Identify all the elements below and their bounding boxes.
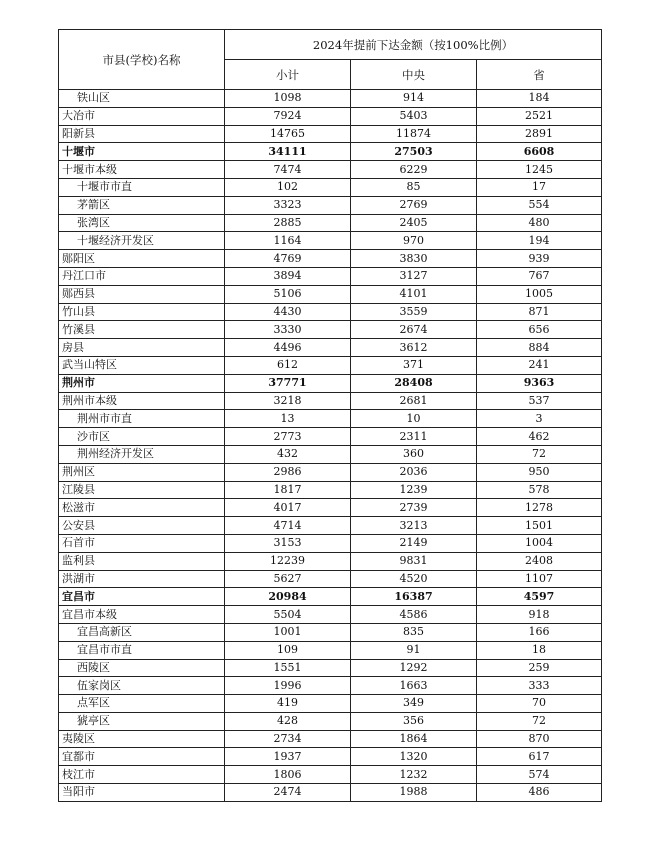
central-cell: 2769 bbox=[351, 196, 477, 214]
region-name-cell: 宜昌市本级 bbox=[59, 606, 225, 624]
subtotal-cell: 4714 bbox=[225, 517, 351, 535]
table-row bbox=[59, 463, 602, 481]
subtotal-cell: 37771 bbox=[225, 374, 351, 392]
central-cell: 2681 bbox=[351, 392, 477, 410]
table-row bbox=[59, 143, 602, 161]
province-cell: 480 bbox=[477, 214, 602, 232]
region-name-cell: 宜昌市 bbox=[59, 588, 225, 606]
subtotal-cell: 109 bbox=[225, 641, 351, 659]
region-name-cell: 宜昌高新区 bbox=[59, 623, 225, 641]
central-cell: 16387 bbox=[351, 588, 477, 606]
central-cell: 1320 bbox=[351, 748, 477, 766]
subtotal-cell: 4496 bbox=[225, 339, 351, 357]
province-cell: 9363 bbox=[477, 374, 602, 392]
province-cell: 6608 bbox=[477, 143, 602, 161]
table-row bbox=[59, 659, 602, 677]
region-name-cell: 大冶市 bbox=[59, 107, 225, 125]
subtotal-cell: 13 bbox=[225, 410, 351, 428]
province-cell: 184 bbox=[477, 90, 602, 108]
table-row bbox=[59, 695, 602, 713]
subtotal-cell: 1164 bbox=[225, 232, 351, 250]
subtotal-cell: 3330 bbox=[225, 321, 351, 339]
central-cell: 6229 bbox=[351, 161, 477, 179]
central-cell: 2674 bbox=[351, 321, 477, 339]
central-cell: 1239 bbox=[351, 481, 477, 499]
region-name-cell: 郧西县 bbox=[59, 285, 225, 303]
subtotal-cell: 2773 bbox=[225, 428, 351, 446]
region-name-cell: 十堰市 bbox=[59, 143, 225, 161]
central-cell: 2311 bbox=[351, 428, 477, 446]
region-name-cell: 张湾区 bbox=[59, 214, 225, 232]
province-cell: 166 bbox=[477, 623, 602, 641]
table-row bbox=[59, 445, 602, 463]
subtotal-cell: 612 bbox=[225, 356, 351, 374]
table-row bbox=[59, 90, 602, 108]
province-cell: 462 bbox=[477, 428, 602, 446]
central-cell: 360 bbox=[351, 445, 477, 463]
subtotal-cell: 5106 bbox=[225, 285, 351, 303]
central-cell: 4586 bbox=[351, 606, 477, 624]
province-cell: 333 bbox=[477, 677, 602, 695]
province-cell: 2521 bbox=[477, 107, 602, 125]
region-name-cell: 宜都市 bbox=[59, 748, 225, 766]
region-name-cell: 猇亭区 bbox=[59, 712, 225, 730]
province-cell: 18 bbox=[477, 641, 602, 659]
subtotal-cell: 3218 bbox=[225, 392, 351, 410]
table-row bbox=[59, 196, 602, 214]
province-cell: 1005 bbox=[477, 285, 602, 303]
subtotal-cell: 1817 bbox=[225, 481, 351, 499]
region-name-cell: 阳新县 bbox=[59, 125, 225, 143]
province-cell: 259 bbox=[477, 659, 602, 677]
table-row bbox=[59, 481, 602, 499]
table-row bbox=[59, 232, 602, 250]
region-name-cell: 沙市区 bbox=[59, 428, 225, 446]
table-row bbox=[59, 107, 602, 125]
province-cell: 194 bbox=[477, 232, 602, 250]
central-column-header: 中央 bbox=[351, 60, 477, 90]
subtotal-cell: 1806 bbox=[225, 766, 351, 784]
allocation-table bbox=[58, 29, 602, 802]
province-cell: 1278 bbox=[477, 499, 602, 517]
province-cell: 574 bbox=[477, 766, 602, 784]
province-cell: 1501 bbox=[477, 517, 602, 535]
table-row bbox=[59, 712, 602, 730]
region-name-cell: 铁山区 bbox=[59, 90, 225, 108]
table-row bbox=[59, 677, 602, 695]
central-cell: 3612 bbox=[351, 339, 477, 357]
table-row bbox=[59, 250, 602, 268]
region-name-cell: 宜昌市市直 bbox=[59, 641, 225, 659]
table-row bbox=[59, 428, 602, 446]
central-cell: 356 bbox=[351, 712, 477, 730]
subtotal-column-header: 小计 bbox=[225, 60, 351, 90]
subtotal-cell: 2986 bbox=[225, 463, 351, 481]
table-row bbox=[59, 606, 602, 624]
subtotal-cell: 5504 bbox=[225, 606, 351, 624]
region-name-cell: 房县 bbox=[59, 339, 225, 357]
central-cell: 11874 bbox=[351, 125, 477, 143]
subtotal-cell: 428 bbox=[225, 712, 351, 730]
region-name-cell: 西陵区 bbox=[59, 659, 225, 677]
province-column-header: 省 bbox=[477, 60, 602, 90]
region-name-cell: 丹江口市 bbox=[59, 267, 225, 285]
central-cell: 9831 bbox=[351, 552, 477, 570]
central-cell: 2036 bbox=[351, 463, 477, 481]
province-cell: 72 bbox=[477, 445, 602, 463]
subtotal-cell: 3153 bbox=[225, 534, 351, 552]
central-cell: 3127 bbox=[351, 267, 477, 285]
region-name-cell: 武当山特区 bbox=[59, 356, 225, 374]
central-cell: 10 bbox=[351, 410, 477, 428]
province-cell: 537 bbox=[477, 392, 602, 410]
name-column-header: 市县(学校)名称 bbox=[59, 30, 225, 90]
central-cell: 835 bbox=[351, 623, 477, 641]
region-name-cell: 荆州市本级 bbox=[59, 392, 225, 410]
central-cell: 91 bbox=[351, 641, 477, 659]
province-cell: 554 bbox=[477, 196, 602, 214]
province-cell: 767 bbox=[477, 267, 602, 285]
province-cell: 1107 bbox=[477, 570, 602, 588]
central-cell: 1292 bbox=[351, 659, 477, 677]
region-name-cell: 洪湖市 bbox=[59, 570, 225, 588]
central-cell: 914 bbox=[351, 90, 477, 108]
region-name-cell: 公安县 bbox=[59, 517, 225, 535]
region-name-cell: 竹山县 bbox=[59, 303, 225, 321]
province-cell: 241 bbox=[477, 356, 602, 374]
region-name-cell: 松滋市 bbox=[59, 499, 225, 517]
province-cell: 2408 bbox=[477, 552, 602, 570]
central-cell: 4101 bbox=[351, 285, 477, 303]
province-cell: 939 bbox=[477, 250, 602, 268]
region-name-cell: 监利县 bbox=[59, 552, 225, 570]
central-cell: 371 bbox=[351, 356, 477, 374]
table-row bbox=[59, 339, 602, 357]
central-cell: 1232 bbox=[351, 766, 477, 784]
subtotal-cell: 7924 bbox=[225, 107, 351, 125]
subtotal-cell: 34111 bbox=[225, 143, 351, 161]
central-cell: 85 bbox=[351, 178, 477, 196]
subtotal-cell: 419 bbox=[225, 695, 351, 713]
table-row bbox=[59, 410, 602, 428]
central-cell: 1864 bbox=[351, 730, 477, 748]
table-row bbox=[59, 552, 602, 570]
subtotal-cell: 1551 bbox=[225, 659, 351, 677]
table-row bbox=[59, 267, 602, 285]
province-cell: 70 bbox=[477, 695, 602, 713]
region-name-cell: 点军区 bbox=[59, 695, 225, 713]
table-row bbox=[59, 748, 602, 766]
table-row bbox=[59, 356, 602, 374]
subtotal-cell: 102 bbox=[225, 178, 351, 196]
province-cell: 1245 bbox=[477, 161, 602, 179]
subtotal-cell: 2734 bbox=[225, 730, 351, 748]
province-cell: 2891 bbox=[477, 125, 602, 143]
subtotal-cell: 2474 bbox=[225, 784, 351, 802]
table-row bbox=[59, 534, 602, 552]
subtotal-cell: 3894 bbox=[225, 267, 351, 285]
table-row bbox=[59, 178, 602, 196]
province-cell: 950 bbox=[477, 463, 602, 481]
province-cell: 17 bbox=[477, 178, 602, 196]
region-name-cell: 荆州区 bbox=[59, 463, 225, 481]
table-row bbox=[59, 588, 602, 606]
central-cell: 27503 bbox=[351, 143, 477, 161]
province-cell: 870 bbox=[477, 730, 602, 748]
region-name-cell: 茅箭区 bbox=[59, 196, 225, 214]
central-cell: 28408 bbox=[351, 374, 477, 392]
subtotal-cell: 1001 bbox=[225, 623, 351, 641]
province-cell: 918 bbox=[477, 606, 602, 624]
subtotal-cell: 5627 bbox=[225, 570, 351, 588]
region-name-cell: 伍家岗区 bbox=[59, 677, 225, 695]
central-cell: 3559 bbox=[351, 303, 477, 321]
region-name-cell: 当阳市 bbox=[59, 784, 225, 802]
region-name-cell: 夷陵区 bbox=[59, 730, 225, 748]
table-row bbox=[59, 730, 602, 748]
province-cell: 578 bbox=[477, 481, 602, 499]
table-row bbox=[59, 766, 602, 784]
central-cell: 3830 bbox=[351, 250, 477, 268]
subtotal-cell: 4017 bbox=[225, 499, 351, 517]
table-row bbox=[59, 517, 602, 535]
table-row bbox=[59, 125, 602, 143]
province-cell: 72 bbox=[477, 712, 602, 730]
subtotal-cell: 1996 bbox=[225, 677, 351, 695]
subtotal-cell: 2885 bbox=[225, 214, 351, 232]
subtotal-cell: 20984 bbox=[225, 588, 351, 606]
province-cell: 617 bbox=[477, 748, 602, 766]
table-row bbox=[59, 623, 602, 641]
region-name-cell: 枝江市 bbox=[59, 766, 225, 784]
table-row bbox=[59, 374, 602, 392]
table-row bbox=[59, 784, 602, 802]
central-cell: 5403 bbox=[351, 107, 477, 125]
subtotal-cell: 12239 bbox=[225, 552, 351, 570]
region-name-cell: 郧阳区 bbox=[59, 250, 225, 268]
central-cell: 349 bbox=[351, 695, 477, 713]
amount-group-header: 2024年提前下达金额（按100%比例） bbox=[225, 30, 602, 60]
region-name-cell: 荆州经济开发区 bbox=[59, 445, 225, 463]
subtotal-cell: 4769 bbox=[225, 250, 351, 268]
central-cell: 2739 bbox=[351, 499, 477, 517]
table-row bbox=[59, 161, 602, 179]
region-name-cell: 十堰经济开发区 bbox=[59, 232, 225, 250]
region-name-cell: 竹溪县 bbox=[59, 321, 225, 339]
central-cell: 2405 bbox=[351, 214, 477, 232]
table-row bbox=[59, 392, 602, 410]
subtotal-cell: 1937 bbox=[225, 748, 351, 766]
region-name-cell: 荆州市 bbox=[59, 374, 225, 392]
table-row bbox=[59, 570, 602, 588]
province-cell: 884 bbox=[477, 339, 602, 357]
central-cell: 3213 bbox=[351, 517, 477, 535]
central-cell: 1988 bbox=[351, 784, 477, 802]
subtotal-cell: 1098 bbox=[225, 90, 351, 108]
central-cell: 970 bbox=[351, 232, 477, 250]
subtotal-cell: 7474 bbox=[225, 161, 351, 179]
region-name-cell: 十堰市市直 bbox=[59, 178, 225, 196]
table-row bbox=[59, 321, 602, 339]
table-row bbox=[59, 214, 602, 232]
table-row bbox=[59, 499, 602, 517]
province-cell: 486 bbox=[477, 784, 602, 802]
province-cell: 3 bbox=[477, 410, 602, 428]
region-name-cell: 石首市 bbox=[59, 534, 225, 552]
table-row bbox=[59, 303, 602, 321]
province-cell: 656 bbox=[477, 321, 602, 339]
region-name-cell: 江陵县 bbox=[59, 481, 225, 499]
region-name-cell: 十堰市本级 bbox=[59, 161, 225, 179]
subtotal-cell: 432 bbox=[225, 445, 351, 463]
province-cell: 1004 bbox=[477, 534, 602, 552]
subtotal-cell: 14765 bbox=[225, 125, 351, 143]
table-body bbox=[59, 90, 602, 802]
table-row bbox=[59, 285, 602, 303]
central-cell: 1663 bbox=[351, 677, 477, 695]
province-cell: 871 bbox=[477, 303, 602, 321]
province-cell: 4597 bbox=[477, 588, 602, 606]
region-name-cell: 荆州市市直 bbox=[59, 410, 225, 428]
subtotal-cell: 3323 bbox=[225, 196, 351, 214]
central-cell: 4520 bbox=[351, 570, 477, 588]
subtotal-cell: 4430 bbox=[225, 303, 351, 321]
table-row bbox=[59, 641, 602, 659]
central-cell: 2149 bbox=[351, 534, 477, 552]
